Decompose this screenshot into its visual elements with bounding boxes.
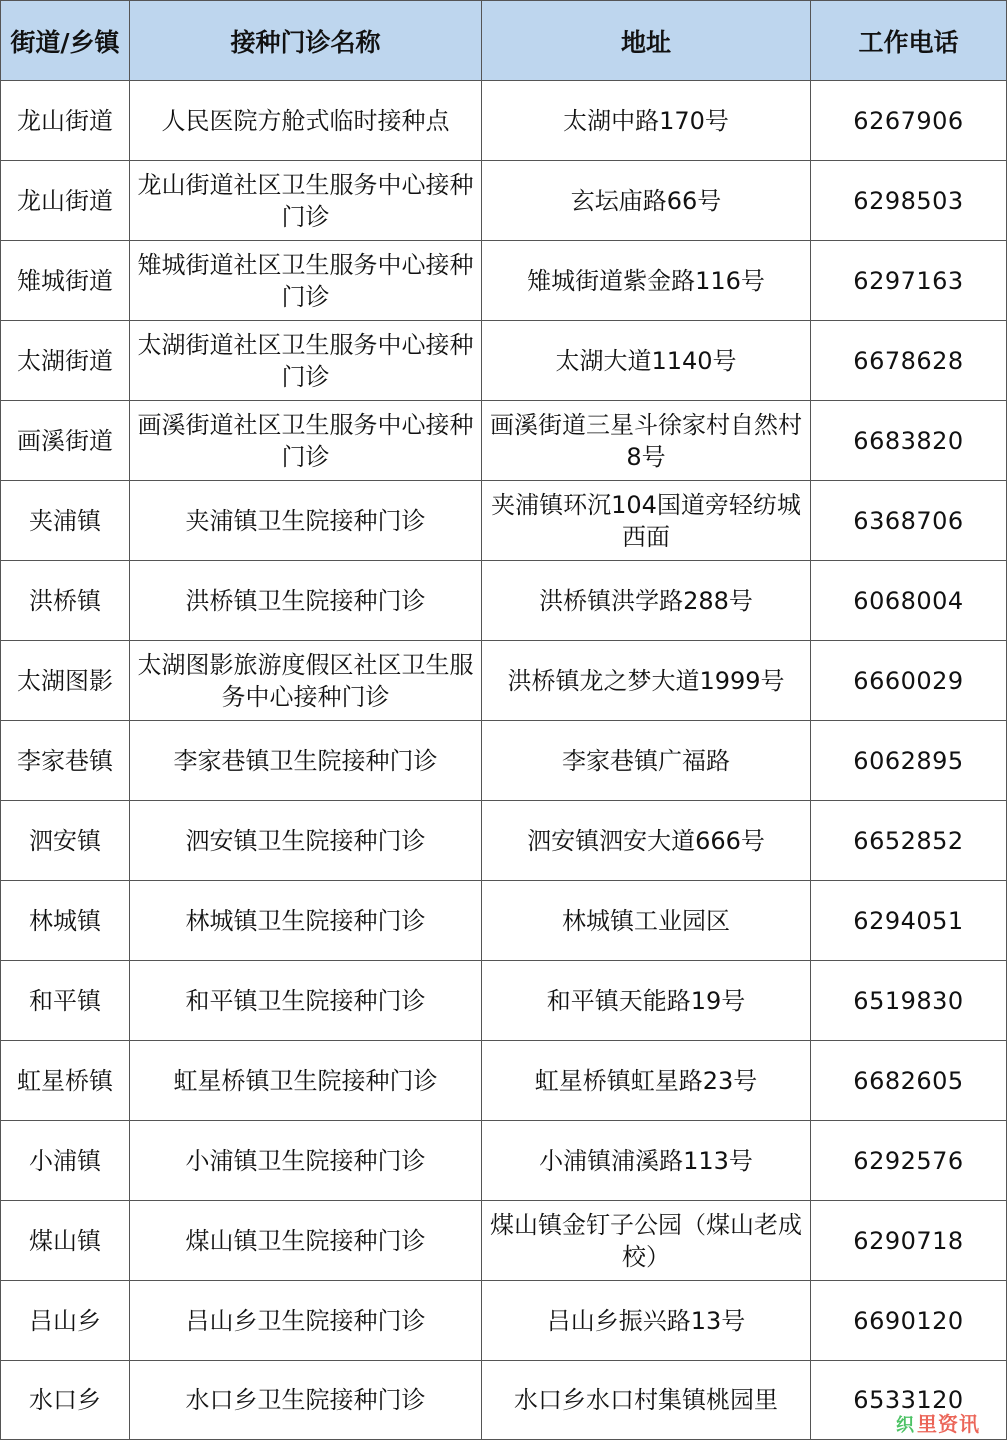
cell-district: 龙山街道: [1, 161, 130, 241]
cell-district: 夹浦镇: [1, 481, 130, 561]
cell-phone: 6368706: [811, 481, 1007, 561]
table-row: [1, 401, 1007, 481]
cell-clinic-name: 洪桥镇卫生院接种门诊: [130, 561, 482, 641]
cell-phone: 6068004: [811, 561, 1007, 641]
header-phone: 工作电话: [811, 1, 1007, 81]
table-row: [1, 1121, 1007, 1201]
cell-clinic-name: 虹星桥镇卫生院接种门诊: [130, 1041, 482, 1121]
cell-clinic-name: 夹浦镇卫生院接种门诊: [130, 481, 482, 561]
cell-district: 水口乡: [1, 1361, 130, 1440]
cell-phone: 6660029: [811, 641, 1007, 721]
cell-phone: 6290718: [811, 1201, 1007, 1281]
cell-clinic-name: 人民医院方舱式临时接种点: [130, 81, 482, 161]
cell-address: 玄坛庙路66号: [482, 161, 811, 241]
table-row: [1, 1201, 1007, 1281]
watermark-logo: [896, 1408, 980, 1437]
watermark-mark: 织: [896, 1415, 915, 1436]
cell-clinic-name: 吕山乡卫生院接种门诊: [130, 1281, 482, 1361]
table-row: [1, 721, 1007, 801]
cell-clinic-name: 水口乡卫生院接种门诊: [130, 1361, 482, 1440]
cell-phone: 6652852: [811, 801, 1007, 881]
cell-district: 和平镇: [1, 961, 130, 1041]
cell-address: 太湖中路170号: [482, 81, 811, 161]
cell-clinic-name: 煤山镇卫生院接种门诊: [130, 1201, 482, 1281]
cell-district: 泗安镇: [1, 801, 130, 881]
cell-address: 林城镇工业园区: [482, 881, 811, 961]
cell-clinic-name: 泗安镇卫生院接种门诊: [130, 801, 482, 881]
header-district: 街道/乡镇: [1, 1, 130, 81]
cell-address: 洪桥镇龙之梦大道1999号: [482, 641, 811, 721]
table-row: [1, 1361, 1007, 1440]
cell-clinic-name: 画溪街道社区卫生服务中心接种门诊: [130, 401, 482, 481]
table-row: [1, 321, 1007, 401]
watermark-text: 里资讯: [917, 1412, 980, 1436]
cell-phone: 6294051: [811, 881, 1007, 961]
cell-district: 太湖图影: [1, 641, 130, 721]
cell-address: 水口乡水口村集镇桃园里: [482, 1361, 811, 1440]
cell-address: 夹浦镇环沉104国道旁轻纺城西面: [482, 481, 811, 561]
cell-address: 太湖大道1140号: [482, 321, 811, 401]
cell-phone: 6267906: [811, 81, 1007, 161]
table-body: [1, 81, 1007, 1440]
cell-phone: 6519830: [811, 961, 1007, 1041]
cell-clinic-name: 林城镇卫生院接种门诊: [130, 881, 482, 961]
table-row: [1, 801, 1007, 881]
header-address: 地址: [482, 1, 811, 81]
table-row: [1, 561, 1007, 641]
cell-phone: 6062895: [811, 721, 1007, 801]
cell-district: 林城镇: [1, 881, 130, 961]
header-clinic-name: 接种门诊名称: [130, 1, 482, 81]
cell-clinic-name: 小浦镇卫生院接种门诊: [130, 1121, 482, 1201]
cell-address: 画溪街道三星斗徐家村自然村8号: [482, 401, 811, 481]
table-header-row: [1, 1, 1007, 81]
cell-clinic-name: 和平镇卫生院接种门诊: [130, 961, 482, 1041]
cell-phone: 6297163: [811, 241, 1007, 321]
cell-address: 和平镇天能路19号: [482, 961, 811, 1041]
cell-address: 泗安镇泗安大道666号: [482, 801, 811, 881]
cell-clinic-name: 太湖街道社区卫生服务中心接种门诊: [130, 321, 482, 401]
table-row: [1, 1281, 1007, 1361]
table-row: [1, 961, 1007, 1041]
table-row: [1, 241, 1007, 321]
cell-clinic-name: 龙山街道社区卫生服务中心接种门诊: [130, 161, 482, 241]
cell-district: 洪桥镇: [1, 561, 130, 641]
cell-district: 小浦镇: [1, 1121, 130, 1201]
cell-address: 洪桥镇洪学路288号: [482, 561, 811, 641]
cell-phone: 6292576: [811, 1121, 1007, 1201]
cell-address: 虹星桥镇虹星路23号: [482, 1041, 811, 1121]
cell-district: 虹星桥镇: [1, 1041, 130, 1121]
cell-phone: 6690120: [811, 1281, 1007, 1361]
cell-address: 李家巷镇广福路: [482, 721, 811, 801]
cell-district: 太湖街道: [1, 321, 130, 401]
cell-address: 雉城街道紫金路116号: [482, 241, 811, 321]
cell-clinic-name: 雉城街道社区卫生服务中心接种门诊: [130, 241, 482, 321]
table-row: [1, 881, 1007, 961]
cell-district: 龙山街道: [1, 81, 130, 161]
table-row: [1, 161, 1007, 241]
cell-district: 煤山镇: [1, 1201, 130, 1281]
cell-clinic-name: 李家巷镇卫生院接种门诊: [130, 721, 482, 801]
cell-district: 雉城街道: [1, 241, 130, 321]
cell-phone: 6678628: [811, 321, 1007, 401]
cell-address: 煤山镇金钉子公园（煤山老成校）: [482, 1201, 811, 1281]
cell-address: 吕山乡振兴路13号: [482, 1281, 811, 1361]
table-row: [1, 1041, 1007, 1121]
cell-district: 李家巷镇: [1, 721, 130, 801]
cell-phone: 6298503: [811, 161, 1007, 241]
cell-phone: 6682605: [811, 1041, 1007, 1121]
cell-phone: 6533120: [811, 1361, 1007, 1440]
cell-district: 吕山乡: [1, 1281, 130, 1361]
table-row: [1, 81, 1007, 161]
cell-district: 画溪街道: [1, 401, 130, 481]
table-row: [1, 641, 1007, 721]
cell-phone: 6683820: [811, 401, 1007, 481]
cell-address: 小浦镇浦溪路113号: [482, 1121, 811, 1201]
table-row: [1, 481, 1007, 561]
cell-clinic-name: 太湖图影旅游度假区社区卫生服务中心接种门诊: [130, 641, 482, 721]
